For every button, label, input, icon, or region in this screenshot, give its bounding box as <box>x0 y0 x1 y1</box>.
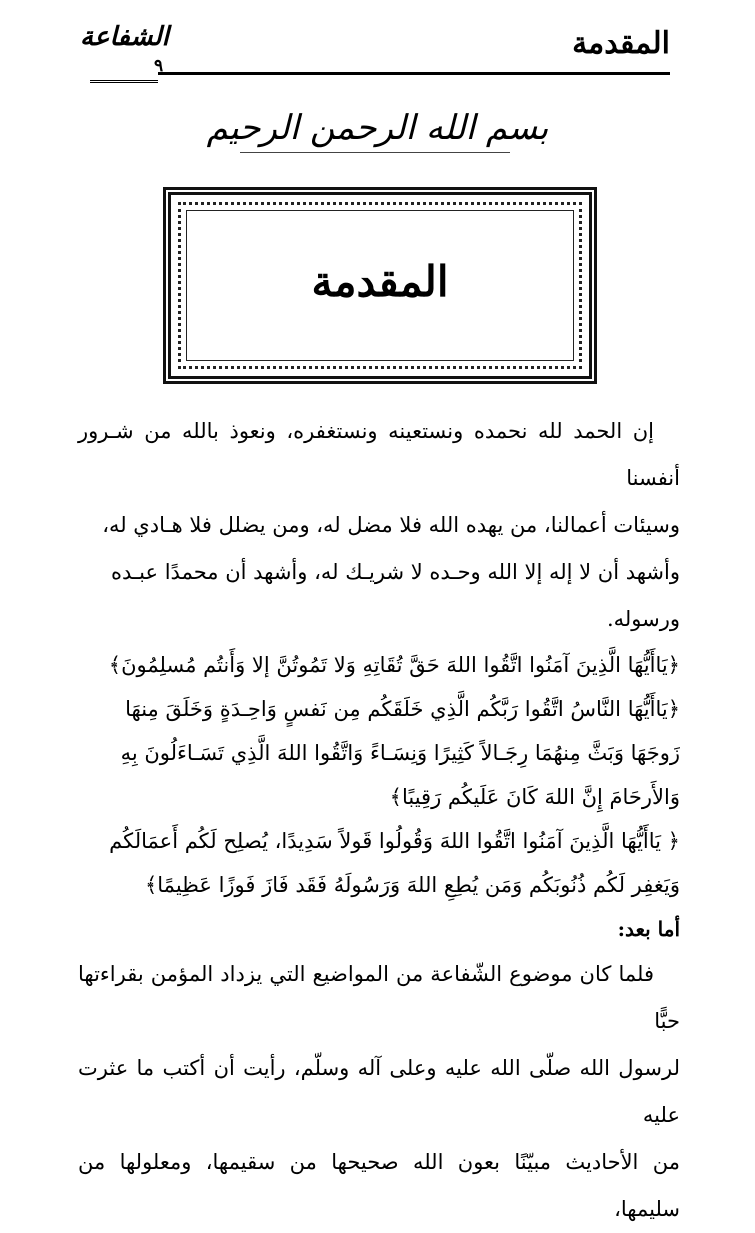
quran-verse-2-line: زَوجَهَا وَبَثَّ مِنهُمَا رِجَـالاً كَثِيرًا وَنِسَـاءً وَاتَّقُوا اللهَ الَّذِي تَسَـاءَلُونَ بِهِ <box>120 741 680 765</box>
basmala-calligraphy: بسم الله الرحمن الرحيم <box>206 108 549 148</box>
section-title: المقدمة <box>311 257 449 306</box>
intro-line: إن الحمد لله نحمده ونستعينه ونستغفره، ونعوذ بالله من شـرور أنفسنا <box>78 419 680 490</box>
quran-verse-3-line: ﴿ يَاأَيُّهَا الَّذِينَ آمَنُوا اتَّقُوا اللهَ وَقُولُوا قَولاً سَدِيدًا، يُصلِح لَكُم أَعمَالَكُم <box>109 829 680 853</box>
intro-line: وأشهد أن لا إله إلا الله وحـده لا شريـك له، وأشهد أن محمدًا عبـده <box>111 560 680 584</box>
page-number: ٩ <box>154 56 164 76</box>
header-book-title: الشفاعة <box>80 22 169 52</box>
quran-verse-2-line: وَالأَرحَامَ إِنَّ اللهَ كَانَ عَلَيكُم رَقِيبًا﴾ <box>389 785 680 809</box>
quran-verse-1: ﴿يَاأَيُّهَا الَّذِينَ آمَنُوا اتَّقُوا اللهَ حَقَّ تُقَاتِهِ وَلا تَمُوتُنَّ إلا وَأَنتُم مُسلِمُونَ﴾ <box>108 653 680 677</box>
header-chapter-title: المقدمة <box>572 26 670 61</box>
closing-line: فلما كان موضوع الشّفاعة من المواضيع التي يزداد المؤمن بقراءتها حبًّا <box>78 962 680 1033</box>
header-rule <box>158 72 670 75</box>
quran-verse-2-line: ﴿يَاأَيُّهَا النَّاسُ اتَّقُوا رَبَّكُم الَّذِي خَلَقَكُم مِن نَفسٍ وَاحِـدَةٍ وَخَلَقَ مِنهَا <box>125 697 680 721</box>
ornamental-title-frame <box>163 187 597 384</box>
intro-line: وسيئات أعمالنا، من يهده الله فلا مضل له، ومن يضلل فلا هـادي له، <box>102 513 680 537</box>
header-rule-short <box>90 80 158 83</box>
closing-line: من الأحاديث مبيّنًا بعون الله صحيحها من سقيمها، ومعلولها من سليمها، <box>78 1150 680 1221</box>
running-header <box>80 22 670 82</box>
quran-verse-3-line: وَيَغفِر لَكُم ذُنُوبَكُم وَمَن يُطِعِ اللهَ وَرَسُولَهُ فَقَد فَازَ فَوزًا عَظِيمًا﴾ <box>144 873 680 897</box>
basmala-underline <box>240 152 510 153</box>
closing-line: لرسول الله صلّى الله عليه وعلى آله وسلّم، رأيت أن أكتب ما عثرت عليه <box>78 1056 680 1127</box>
body-text <box>78 408 680 1233</box>
amma-bad-heading: أما بعد: <box>617 917 680 941</box>
intro-line: ورسوله. <box>606 607 680 631</box>
